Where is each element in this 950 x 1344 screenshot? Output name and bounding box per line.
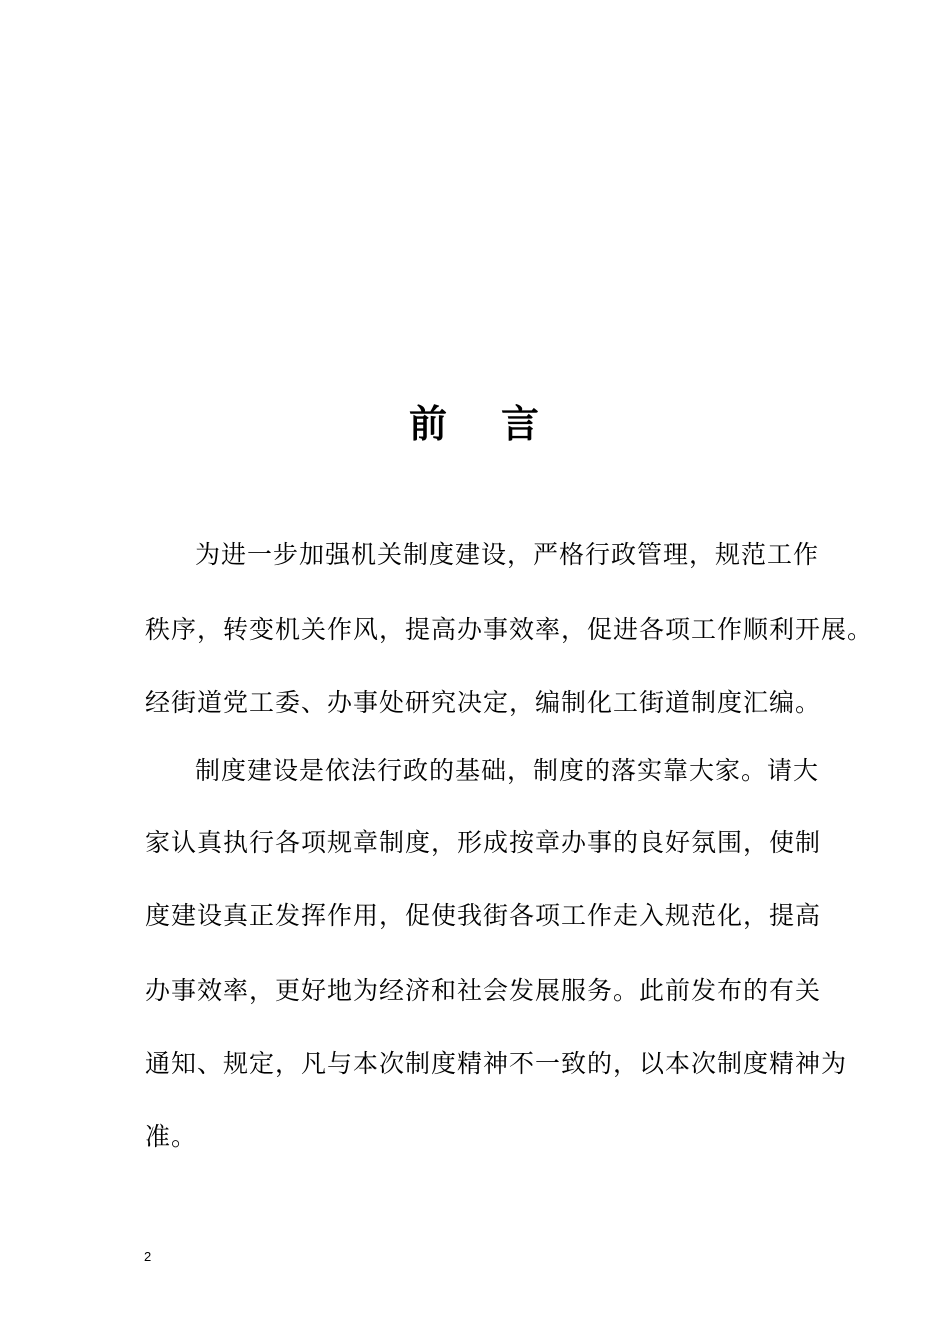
page-title xyxy=(0,398,950,450)
paragraph-2-line-2: 家认真执行各项规章制度，形成按章办事的良好氛围，使制 xyxy=(145,828,822,857)
paragraph-2-line-5: 通知、规定，凡与本次制度精神不一致的，以本次制度精神为 xyxy=(145,1049,848,1078)
paragraph-2-line-6: 准。 xyxy=(145,1122,198,1151)
page-title-first-char: 前 xyxy=(408,401,449,446)
page-number: 2 xyxy=(144,1249,152,1264)
paragraph-1-line-1: 为进一步加强机关制度建设，严格行政管理，规范工作 xyxy=(195,540,820,569)
paragraph-1-line-2: 秩序，转变机关作风，提高办事效率，促进各项工作顺利开展。 xyxy=(145,615,874,644)
paragraph-2-line-4: 办事效率，更好地为经济和社会发展服务。此前发布的有关 xyxy=(145,976,822,1005)
page-title-second-char: 言 xyxy=(501,401,542,446)
paragraph-2-line-1: 制度建设是依法行政的基础，制度的落实靠大家。请大 xyxy=(195,756,820,785)
paragraph-1-line-3: 经街道党工委、办事处研究决定，编制化工街道制度汇编。 xyxy=(145,688,822,717)
paragraph-2-line-3: 度建设真正发挥作用，促使我街各项工作走入规范化，提高 xyxy=(145,901,822,930)
